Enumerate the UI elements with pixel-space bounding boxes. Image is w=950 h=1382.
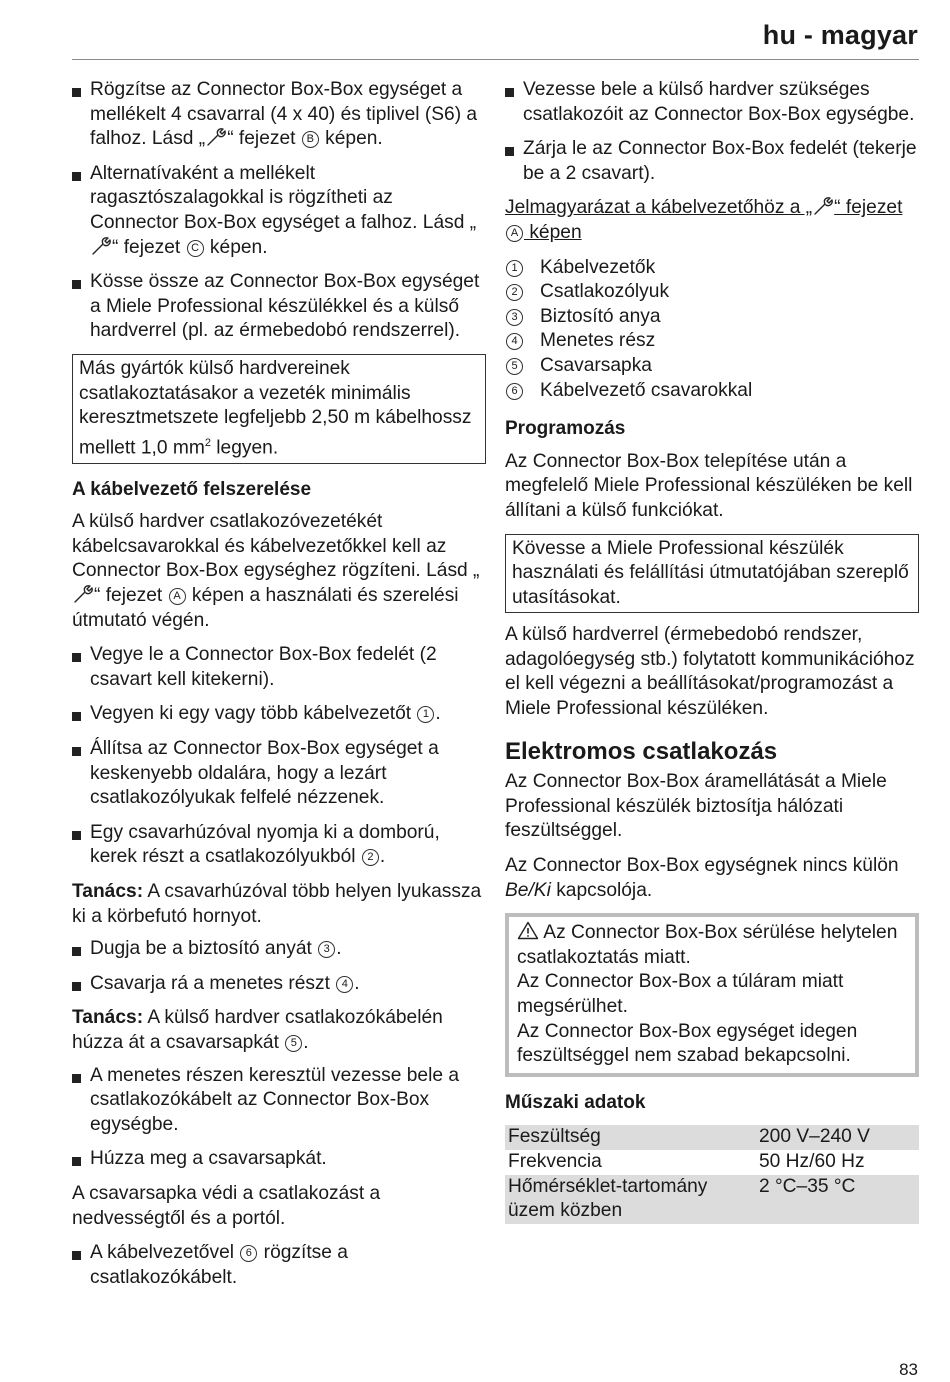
legend-title: Jelmagyarázat a kábelvezetőhöz a „ “ fejezet A képen — [505, 197, 903, 243]
page-number: 83 — [899, 1360, 918, 1379]
legend-item: 4 Menetes rész — [505, 329, 919, 354]
legend-item: 3 Biztosító anya — [505, 305, 919, 330]
section-heading-programming: Programozás — [505, 418, 626, 440]
ref-number-3: 3 — [318, 941, 335, 958]
left-column — [72, 78, 486, 1290]
warning-box — [505, 913, 919, 1077]
warning-line: Az Connector Box-Box egységet idegen feszültséggel nem szabad bekapcsolni. — [517, 1020, 858, 1067]
tech-key: Frekvencia — [508, 1150, 602, 1172]
paragraph-cap-protects: A csavarsapka védi a csatlakozást a nedvességtől és a portól. — [72, 1182, 381, 1229]
step-close-lid: Zárja le az Connector Box-Box fedelét (tekerje be a 2 csavart). — [505, 137, 919, 186]
ref-letter-a: A — [506, 225, 523, 242]
section-heading-electrical: Elektromos csatlakozás — [505, 737, 778, 765]
wrench-icon — [205, 127, 227, 147]
paragraph-cable-gland: A külső hardver csatlakozóvezetékét kábelcsavarokkal és kábelvezetőkkel kell az Connector Box-Box egységhez rögzíteni. Lásd „“ fejezet A képen a használati és szerelési útmutató végén. — [72, 511, 480, 631]
tip-groove: Tanács: A csavarhúzóval több helyen lyukassza ki a körbefutó hornyot. — [72, 881, 482, 927]
table-row — [505, 1125, 919, 1150]
paragraph-communication: A külső hardverrel (érmebedobó rendszer, adagolóegység stb.) folytatott kommunikációhoz el kell végezni a beállításokat/programozást a Miele Professional készüléken. — [505, 624, 915, 720]
note-box-cable: Más gyártók külső hardvereinek csatlakoztatásakor a vezeték minimális keresztmetszete legfeljebb 2,50 m kábelhossz mellett 1,0 $mm^2$ legyen. — [72, 354, 486, 464]
ref-number-5: 5 — [285, 1035, 302, 1052]
tip-cap: Tanács: A külső hardver csatlakozókábelén húzza át a csavarsapkát 5 . — [72, 1007, 443, 1053]
legend-number: 2 — [506, 284, 523, 301]
legend-item: 1 Kábelvezetők — [505, 256, 919, 281]
step-screw-thread: Csavarja rá a menetes részt 4 . — [72, 972, 486, 997]
warning-line: Az Connector Box-Box sérülése helytelen csatlakoztatás miatt. — [517, 922, 898, 968]
header-divider — [72, 59, 919, 60]
step-orient-box: Állítsa az Connector Box-Box egységet a keskenyebb oldalára, hogy a lezárt csatlakozólyukak felfelé nézzenek. — [72, 737, 486, 811]
legend-item: 5 Csavarsapka — [505, 354, 919, 379]
warning-triangle-icon — [517, 921, 539, 940]
paragraph-power-supply: Az Connector Box-Box áramellátását a Miele Professional készülék biztosítja hálózati feszültséggel. — [505, 771, 887, 842]
step-mount-screws: Rögzítse az Connector Box-Box egységet a mellékelt 4 csavarral (4 x 40) és tiplivel (S6) a falhoz. Lásd „ “ fejezet B képen. — [72, 78, 486, 152]
legend-list — [505, 256, 919, 404]
tech-key: Hőmérséklet-tartomány üzem közben — [505, 1175, 756, 1224]
ref-number-6: 6 — [240, 1245, 257, 1262]
step-fix-cable: A kábelvezetővel 6 rögzítse a csatlakozókábelt. — [72, 1241, 486, 1290]
paragraph-no-switch: Az Connector Box-Box egységnek nincs külön Be/Ki kapcsolója. — [505, 855, 899, 901]
step-route-cable: A menetes részen keresztül vezesse bele a csatlakozókábelt az Connector Box-Box egységbe. — [72, 1064, 486, 1138]
ref-letter-a: A — [169, 588, 186, 605]
ref-number-4: 4 — [336, 976, 353, 993]
step-push-out: Egy csavarhúzóval nyomja ki a domború, kerek részt a csatlakozólyukból 2 . — [72, 821, 486, 870]
wrench-icon — [90, 236, 112, 256]
step-remove-gland: Vegyen ki egy vagy több kábelvezetőt 1 . — [72, 702, 486, 727]
tech-value: 200 V–240 V — [756, 1125, 919, 1150]
legend-number: 6 — [506, 383, 523, 400]
step-tighten-cap: Húzza meg a csavarsapkát. — [72, 1147, 486, 1172]
tech-data-table — [505, 1125, 919, 1223]
step-connect: Kösse össze az Connector Box-Box egységet a Miele Professional készülékkel és a külső hardverrel (pl. az érmebedobó rendszerrel). — [72, 270, 486, 344]
table-row — [505, 1175, 919, 1224]
ref-letter-c: C — [187, 240, 204, 257]
section-heading-tech-data: Műszaki adatok — [505, 1091, 646, 1113]
step-mount-tape: Alternatívaként a mellékelt ragasztószalagokkal is rögzítheti az Connector Box-Box egységet a falhoz. Lásd „“ fejezet C képen. — [72, 162, 486, 260]
wrench-icon — [812, 196, 834, 216]
legend-number: 5 — [506, 358, 523, 375]
tech-key: Feszültség — [505, 1125, 756, 1150]
tech-value: 50 Hz/60 Hz — [759, 1150, 865, 1172]
ref-letter-b: B — [302, 131, 319, 148]
paragraph-programming: Az Connector Box-Box telepítése után a megfelelő Miele Professional készüléken be kell állítani a külső funkciókat. — [505, 450, 913, 521]
legend-item: 6 Kábelvezető csavarokkal — [505, 379, 919, 404]
step-remove-lid: Vegye le a Connector Box-Box fedelét (2 csavart kell kitekerni). — [72, 643, 486, 692]
step-insert-connectors: Vezesse bele a külső hardver szükséges csatlakozóit az Connector Box-Box egységbe. — [505, 78, 919, 127]
step-insert-nut: Dugja be a biztosító anyát 3 . — [72, 937, 486, 962]
warning-line: Az Connector Box-Box a túláram miatt megsérülhet. — [517, 971, 844, 1017]
legend-number: 3 — [506, 309, 523, 326]
tech-value: 2 °C–35 °C — [756, 1175, 919, 1224]
table-row — [505, 1150, 919, 1175]
ref-number-1: 1 — [417, 706, 434, 723]
ref-number-2: 2 — [362, 849, 379, 866]
section-heading-cable-gland: A kábelvezető felszerelése — [72, 478, 312, 500]
legend-item: 2 Csatlakozólyuk — [505, 280, 919, 305]
wrench-icon — [72, 584, 94, 604]
note-box-programming: Kövesse a Miele Professional készülék használati és felállítási útmutatójában szereplő utasításokat. — [505, 534, 919, 614]
right-column — [505, 78, 919, 1224]
legend-number: 4 — [506, 333, 523, 350]
language-header: hu - magyar — [762, 20, 918, 50]
legend-number: 1 — [506, 260, 523, 277]
